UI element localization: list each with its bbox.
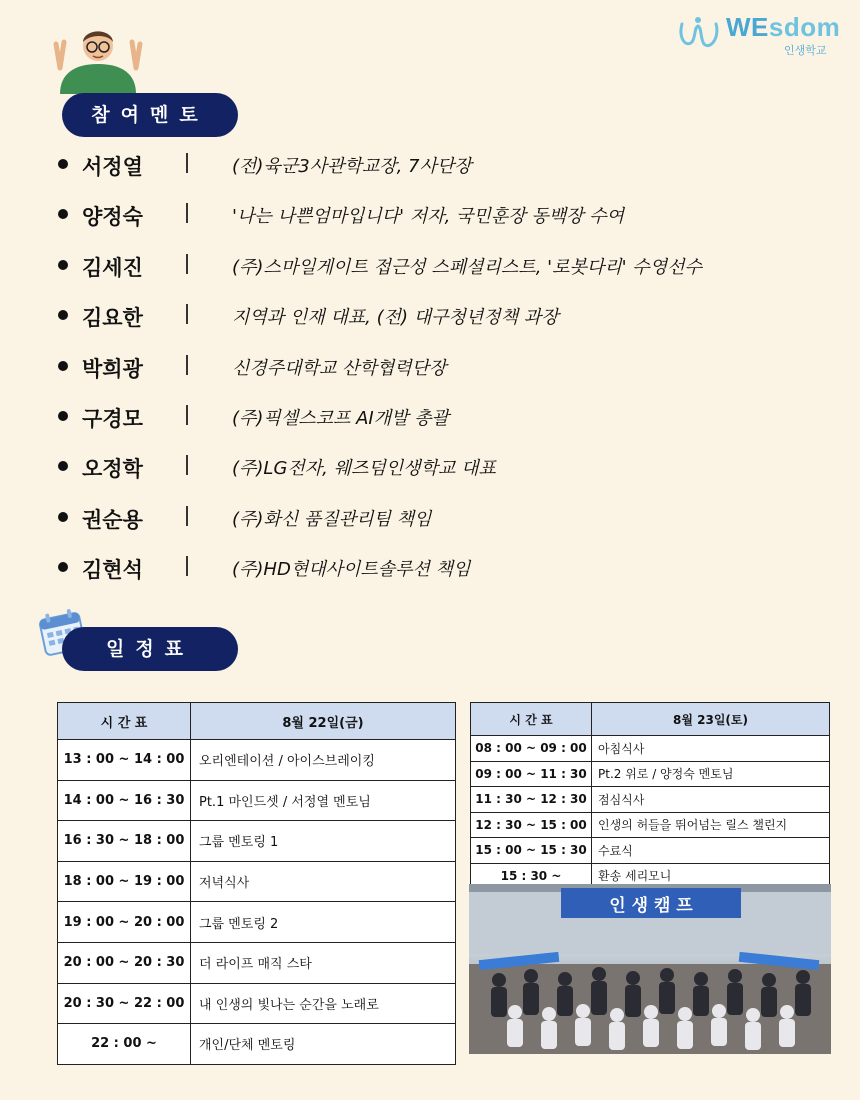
- mentor-item: [58, 395, 818, 445]
- time-cell: 16 : 30 ~ 18 : 00: [58, 821, 191, 862]
- mentor-name: 박희광: [82, 356, 143, 381]
- mentor-name: 김세진: [82, 255, 143, 280]
- mentor-name: 권순용: [82, 507, 143, 532]
- activity-cell: 저녁식사: [191, 861, 456, 902]
- divider: [186, 506, 188, 526]
- divider: [186, 355, 188, 375]
- time-cell: 14 : 00 ~ 16 : 30: [58, 780, 191, 821]
- group-photo: [469, 884, 831, 1054]
- photo-banner-text: 인 생 캠 프: [609, 896, 693, 916]
- table-row: [58, 821, 456, 862]
- bullet-icon: [58, 461, 68, 471]
- table-header-row: [471, 703, 830, 736]
- divider: [186, 203, 188, 223]
- time-cell: 08 : 00 ~ 09 : 00: [471, 736, 592, 762]
- activity-cell: 내 인생의 빛나는 순간을 노래로: [191, 983, 456, 1024]
- mentor-description: (주)화신 품질관리팀 책임: [232, 508, 432, 530]
- bullet-icon: [58, 310, 68, 320]
- table-row: [58, 983, 456, 1024]
- time-cell: 18 : 00 ~ 19 : 00: [58, 861, 191, 902]
- mentor-item: [58, 294, 818, 344]
- table-row: [471, 812, 830, 838]
- mentor-description: (주)LG전자, 웨즈덤인생학교 대표: [232, 458, 496, 480]
- table-row: [471, 838, 830, 864]
- bullet-icon: [58, 562, 68, 572]
- mentor-item: [58, 445, 818, 495]
- schedule-table-day1: [57, 702, 456, 1065]
- table-row: [58, 942, 456, 983]
- mentor-item: [58, 345, 818, 395]
- column-header-date: 8월 23일(토): [592, 703, 830, 736]
- activity-cell: 개인/단체 멘토링: [191, 1024, 456, 1065]
- mentor-item: [58, 546, 818, 596]
- activity-cell: Pt.2 위로 / 양정숙 멘토님: [592, 761, 830, 787]
- column-header-time: 시 간 표: [58, 703, 191, 740]
- table-row: [471, 736, 830, 762]
- time-cell: 19 : 00 ~ 20 : 00: [58, 902, 191, 943]
- group-photo-illustration: [469, 884, 831, 1054]
- bullet-icon: [58, 159, 68, 169]
- time-cell: 09 : 00 ~ 11 : 30: [471, 761, 592, 787]
- table-row: [471, 787, 830, 813]
- logo-subtitle: 인생학교: [784, 44, 827, 57]
- table-row: [58, 902, 456, 943]
- time-cell: 15 : 30 ~: [471, 863, 592, 889]
- mentor-item: [58, 244, 818, 294]
- divider: [186, 455, 188, 475]
- divider: [186, 304, 188, 324]
- mentor-name: 양정숙: [82, 205, 143, 230]
- mentor-name: 오정학: [82, 457, 143, 482]
- mentor-description: 지역과 인재 대표, (전) 대구청년정책 과장: [232, 307, 559, 329]
- activity-cell: 더 라이프 매직 스타: [191, 942, 456, 983]
- schedule-section-title: 일정표: [62, 627, 238, 671]
- activity-cell: Pt.1 마인드셋 / 서정열 멘토님: [191, 780, 456, 821]
- divider: [186, 153, 188, 173]
- table-row: [471, 761, 830, 787]
- activity-cell: 오리엔테이션 / 아이스브레이킹: [191, 740, 456, 781]
- activity-cell: 수료식: [592, 838, 830, 864]
- time-cell: 13 : 00 ~ 14 : 00: [58, 740, 191, 781]
- mentor-description: '나는 나쁜엄마입니다' 저자, 국민훈장 동백장 수여: [232, 206, 624, 228]
- schedule-table-day2: [470, 702, 830, 889]
- table-row: [58, 1024, 456, 1065]
- table-row: [58, 780, 456, 821]
- activity-cell: 아침식사: [592, 736, 830, 762]
- mentor-character-icon: [52, 24, 144, 94]
- bullet-icon: [58, 512, 68, 522]
- table-header-row: [58, 703, 456, 740]
- logo-swirl-icon: [676, 14, 722, 54]
- time-cell: 22 : 00 ~: [58, 1024, 191, 1065]
- column-header-date: 8월 22일(금): [191, 703, 456, 740]
- activity-cell: 그룹 멘토링 1: [191, 821, 456, 862]
- mentor-name: 구경모: [82, 406, 143, 431]
- logo-brand: WEsdom: [726, 12, 841, 42]
- divider: [186, 254, 188, 274]
- wesdom-logo: [676, 12, 841, 57]
- mentors-section-title: 참여멘토: [62, 93, 238, 137]
- mentor-list: [58, 143, 818, 597]
- bullet-icon: [58, 411, 68, 421]
- mentor-description: (주)스마일게이트 접근성 스페셜리스트, '로봇다리' 수영선수: [232, 256, 702, 278]
- divider: [186, 405, 188, 425]
- time-cell: 15 : 00 ~ 15 : 30: [471, 838, 592, 864]
- time-cell: 11 : 30 ~ 12 : 30: [471, 787, 592, 813]
- mentor-name: 김현석: [82, 558, 143, 583]
- activity-cell: 그룹 멘토링 2: [191, 902, 456, 943]
- activity-cell: 인생의 허들을 뛰어넘는 릴스 챌린지: [592, 812, 830, 838]
- mentor-description: (전)육군3사관학교장, 7사단장: [232, 156, 472, 177]
- activity-cell: 환송 세리모니: [592, 863, 830, 889]
- time-cell: 20 : 30 ~ 22 : 00: [58, 983, 191, 1024]
- mentor-name: 서정열: [82, 155, 143, 179]
- table-row: [58, 740, 456, 781]
- time-cell: 20 : 00 ~ 20 : 30: [58, 942, 191, 983]
- time-cell: 12 : 30 ~ 15 : 00: [471, 812, 592, 838]
- mentor-item: [58, 193, 818, 243]
- mentor-name: 김요한: [82, 306, 143, 331]
- bullet-icon: [58, 209, 68, 219]
- mentor-description: 신경주대학교 산학협력단장: [232, 357, 447, 379]
- table-row: [58, 861, 456, 902]
- column-header-time: 시 간 표: [471, 703, 592, 736]
- mentor-description: (주)HD현대사이트솔루션 책임: [232, 559, 471, 581]
- bullet-icon: [58, 361, 68, 371]
- activity-cell: 점심식사: [592, 787, 830, 813]
- mentor-description: (주)픽셀스코프 AI개발 총괄: [232, 407, 449, 429]
- mentor-item: [58, 143, 818, 193]
- mentor-item: [58, 496, 818, 546]
- bullet-icon: [58, 260, 68, 270]
- divider: [186, 556, 188, 576]
